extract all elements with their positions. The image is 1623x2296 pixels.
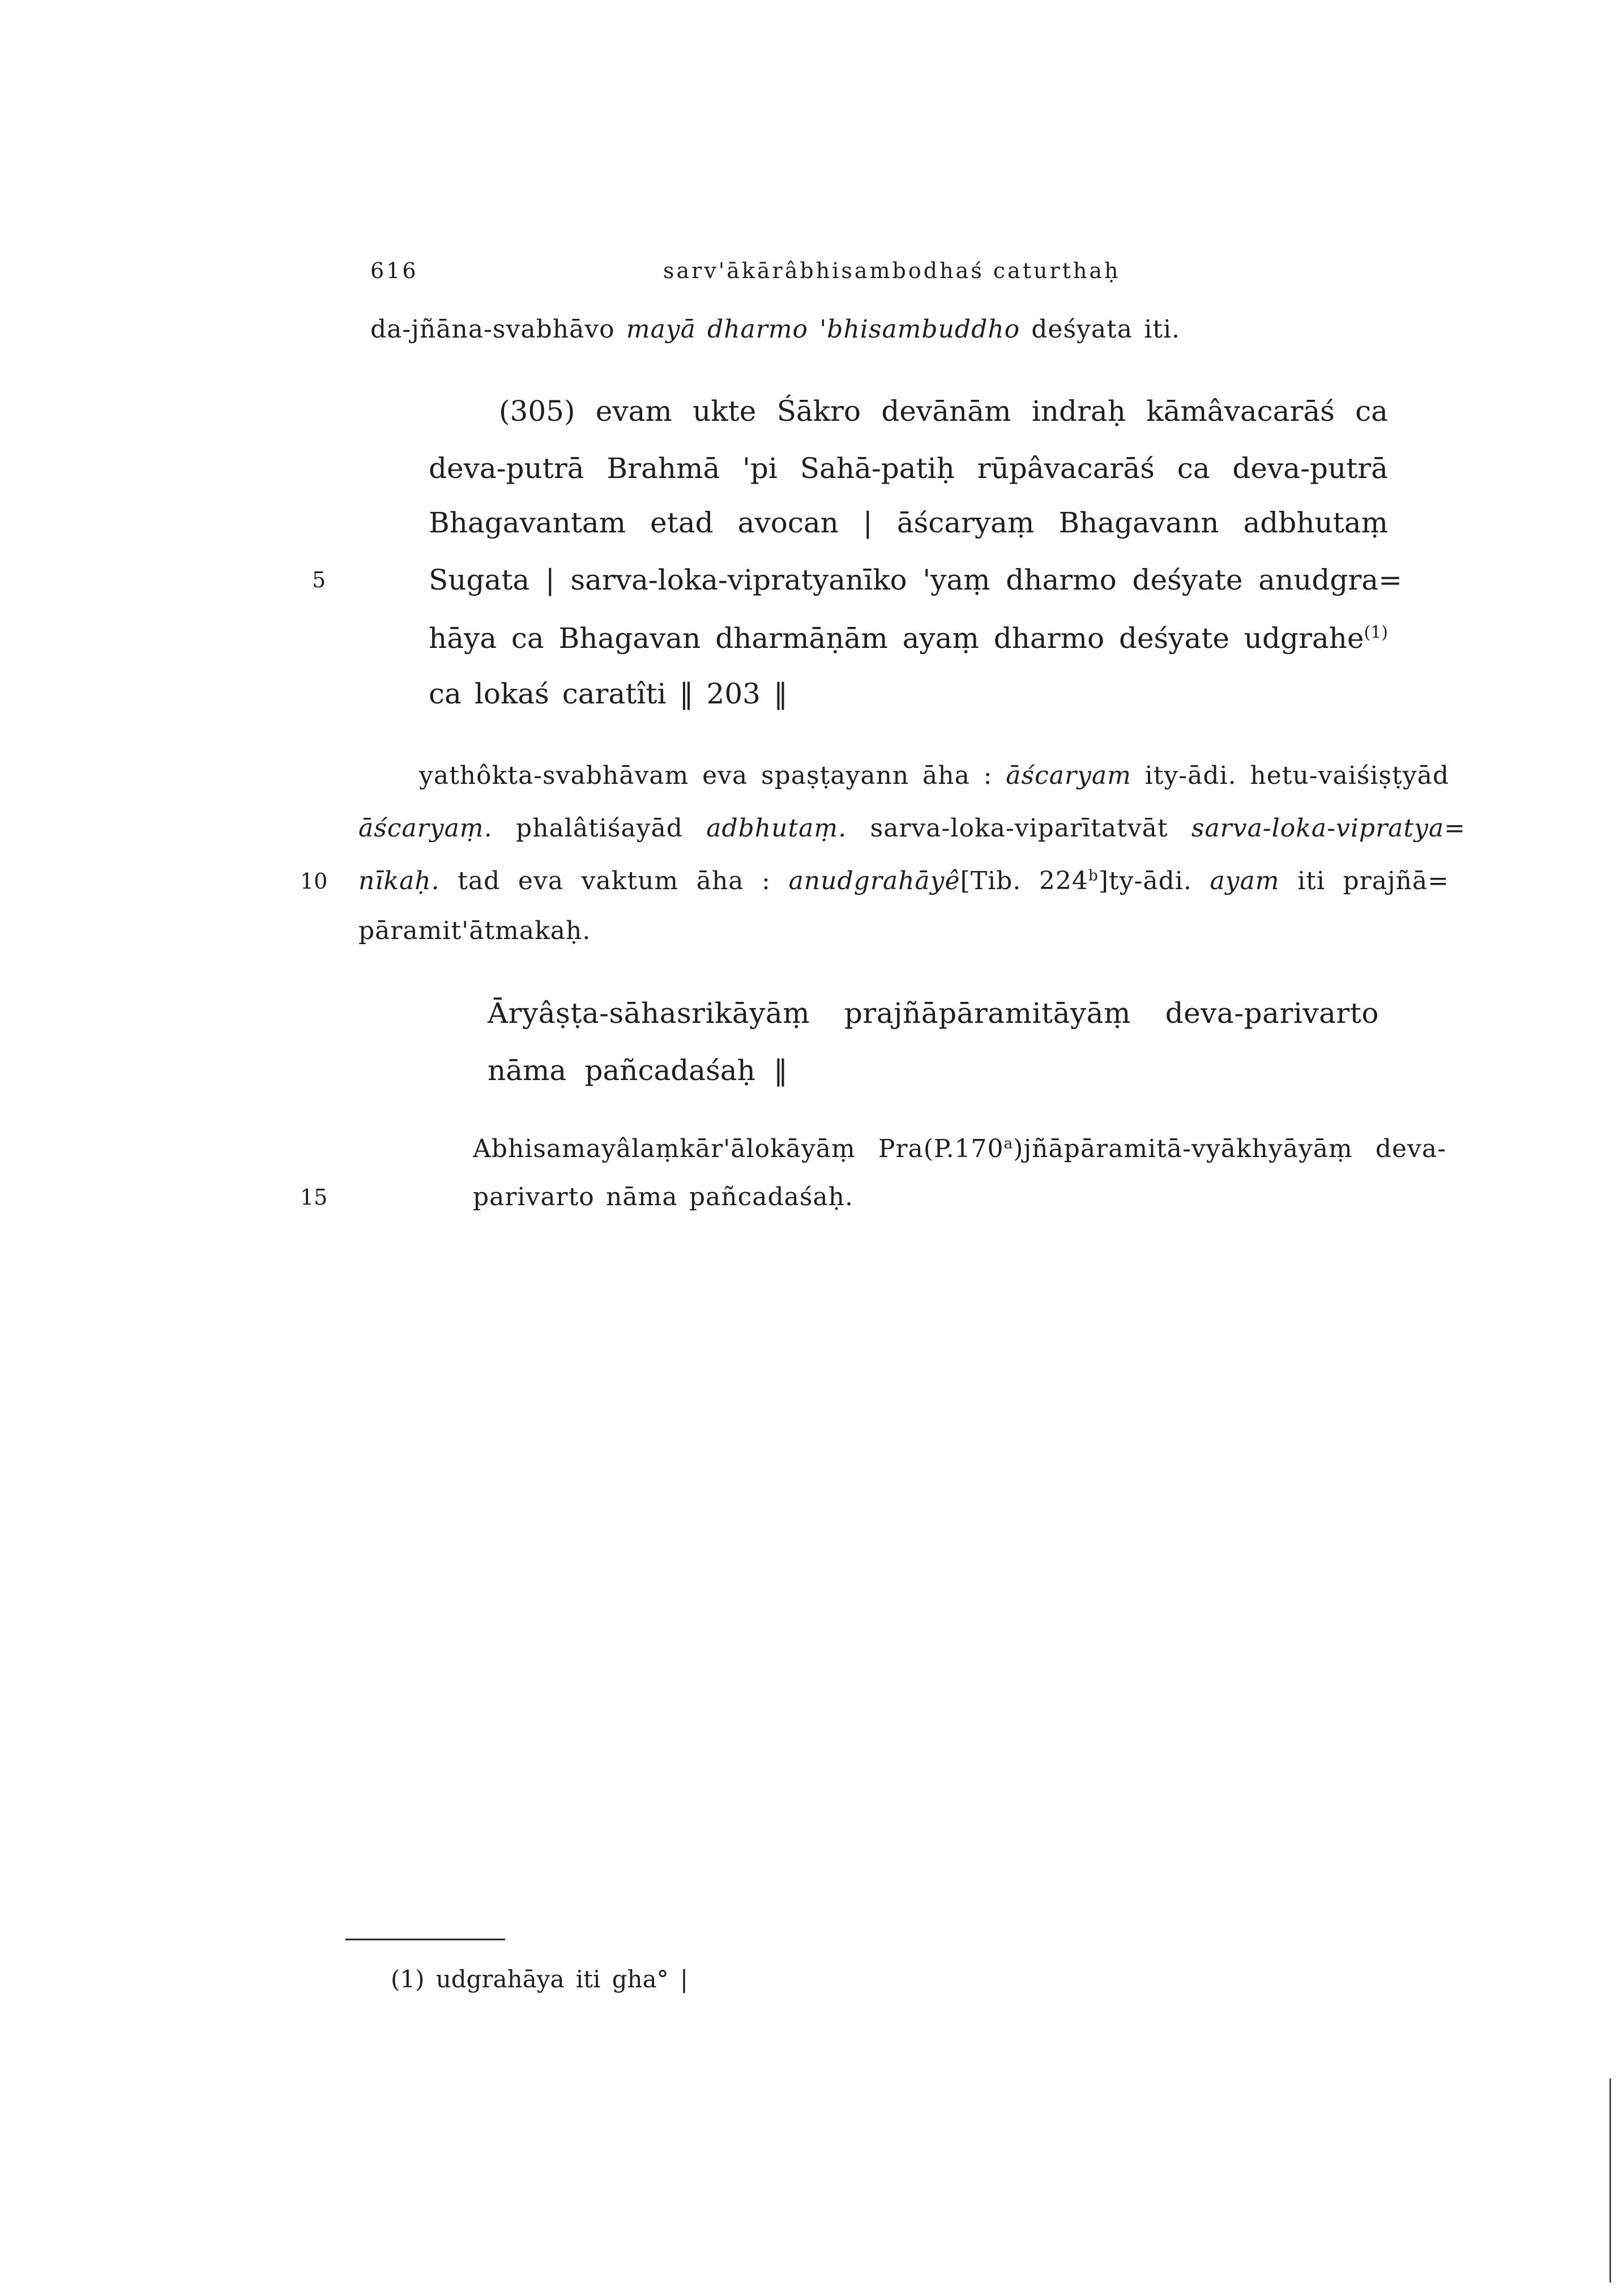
folio-side: b [1088, 867, 1099, 885]
commentary-line-3 [358, 864, 1449, 898]
lemma: āścaryaṃ. [358, 814, 493, 843]
commentary-text: ity-ādi. hetu-vaiśiṣṭyād [1131, 761, 1449, 790]
lemma: āścaryam [1006, 761, 1131, 790]
folio-side: a [1003, 1134, 1014, 1153]
colophon-text: )jñāpāramitā-vyākhyāyāṃ deva- [1013, 1134, 1446, 1163]
footnote: (1) udgrahāya iti gha° | [391, 1965, 688, 1993]
verse-line-5 [429, 621, 1388, 655]
commentary-colophon-line-1 [473, 1132, 1446, 1166]
lemma: sarva-loka-vipratya= [1191, 814, 1466, 843]
commentary-text: pāramit'ātmakaḥ. [358, 916, 591, 945]
footnote-rule [345, 1939, 505, 1940]
commentary-line-2 [358, 812, 1466, 846]
chapter-colophon-line-2: nāma pañcadaśaḥ ‖ [488, 1054, 788, 1087]
commentary-line-4 [358, 914, 591, 948]
commentary-text: phalâtiśayād [492, 814, 707, 843]
commentary-text: yathôkta-svabhāvam eva spaṣṭayann āha : [419, 761, 1006, 790]
verse-line-1: (305) evam ukte Śākro devānām indraḥ kāmâvacarāś ca [499, 395, 1388, 428]
verse-text: hāya ca Bhagavan dharmāṇām ayaṃ dharmo deśyate udgrahe [429, 622, 1364, 655]
verse-line-4: Sugata | sarva-loka-vipratyanīko 'yaṃ dharmo deśyate anudgra= [429, 564, 1402, 596]
line-number-5: 5 [312, 567, 326, 592]
commentary-text: deśyata iti. [1020, 315, 1181, 344]
verse-line-2: deva-putrā Brahmā 'pi Sahā-patiḥ rūpâvacarāś ca deva-putrā [429, 452, 1388, 485]
commentary-text: da-jñāna-svabhāvo [370, 315, 626, 344]
commentary-text: tad eva vaktum āha : [439, 867, 789, 895]
carry-over-line [370, 313, 1180, 347]
commentary-text: iti prajñā= [1279, 867, 1450, 895]
line-number-15: 15 [300, 1185, 328, 1210]
commentary-line-1 [419, 759, 1449, 793]
lemma: adbhutaṃ. [706, 814, 847, 843]
colophon-text: parivarto nāma pañcadaśaḥ. [473, 1183, 853, 1211]
footnote-marker: (1) [1364, 622, 1388, 643]
commentary-text: ]ty-ādi. [1098, 867, 1210, 895]
tibetan-reference: [Tib. 224 [960, 867, 1088, 895]
scan-edge-line [1609, 2079, 1611, 2282]
line-number-10: 10 [300, 869, 328, 894]
chapter-colophon-line-1: Āryâṣṭa-sāhasrikāyāṃ prajñāpāramitāyāṃ deva-parivarto [488, 997, 1379, 1030]
lemma: ayam [1210, 867, 1280, 895]
verse-line-6: ca lokaś caratîti ‖ 203 ‖ [429, 677, 788, 710]
lemma: anudgrahāyê [788, 867, 960, 895]
page-number: 616 [370, 258, 418, 283]
running-head-title: sarv'ākārâbhisambodhaś caturthaḥ [663, 258, 1121, 283]
lemma: nīkaḥ. [358, 867, 440, 895]
verse-line-3: Bhagavantam etad avocan | āścaryaṃ Bhagavann adbhutaṃ [429, 506, 1388, 539]
commentary-text: sarva-loka-viparītatvāt [847, 814, 1191, 843]
quoted-text: mayā dharmo 'bhisambuddho [626, 315, 1020, 344]
commentary-colophon-line-2 [473, 1180, 853, 1214]
colophon-text: Abhisamayâlaṃkār'ālokāyāṃ Pra(P.170 [473, 1134, 1004, 1163]
